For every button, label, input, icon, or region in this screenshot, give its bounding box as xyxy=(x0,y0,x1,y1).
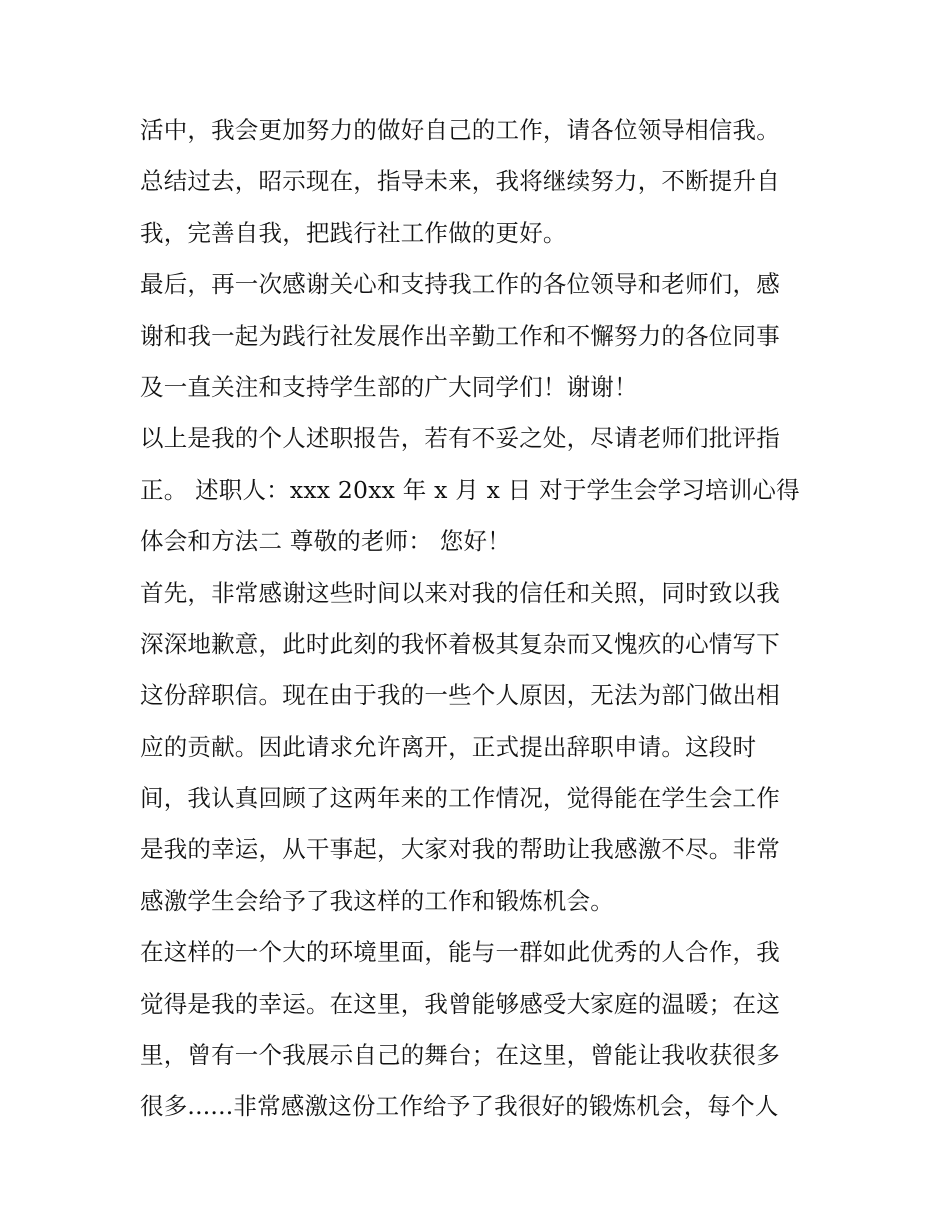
text-line: 活中，我会更加努力的做好自己的工作，请各位领导相信我。 xyxy=(140,116,780,144)
document-body xyxy=(140,105,820,1133)
text-line: 里，曾有一个我展示自己的舞台；在这里，曾能让我收获很多 xyxy=(140,1041,780,1070)
text-line: 深深地歉意，此时此刻的我怀着极其复杂而又愧疚的心情写下 xyxy=(140,629,780,658)
text-line: 间，我认真回顾了这两年来的工作情况，觉得能在学生会工作 xyxy=(140,784,780,813)
text-line: 感激学生会给予了我这样的工作和锻炼机会。 xyxy=(140,886,614,915)
text-line: 以上是我的个人述职报告，若有不妥之处，尽请老师们批评指 xyxy=(140,424,780,453)
text-line: 正。 述职人：xxx 20xx 年 x 月 x 日 对于学生会学习培训心得 xyxy=(140,475,800,504)
text-line: 这份辞职信。现在由于我的一些个人原因，无法为部门做出相 xyxy=(140,681,780,710)
text-line: 总结过去，昭示现在，指导未来，我将继续努力，不断提升自 xyxy=(140,167,780,196)
text-line: 首先，非常感谢这些时间以来对我的信任和关照，同时致以我 xyxy=(140,578,780,607)
text-line: 是我的幸运，从干事起，大家对我的帮助让我感激不尽。非常 xyxy=(140,835,780,864)
text-line: 及一直关注和支持学生部的广大同学们！谢谢！ xyxy=(140,372,638,401)
text-line: 应的贡献。因此请求允许离开，正式提出辞职申请。这段时 xyxy=(140,732,757,761)
text-line: 很多......非常感激这份工作给予了我很好的锻炼机会，每个人 xyxy=(140,1092,779,1121)
text-line: 觉得是我的幸运。在这里，我曾能够感受大家庭的温暖；在这 xyxy=(140,989,780,1018)
text-line: 最后，再一次感谢关心和支持我工作的各位领导和老师们，感 xyxy=(140,270,780,299)
text-line: 我，完善自我，把践行社工作做的更好。 xyxy=(140,218,567,247)
text-line: 谢和我一起为践行社发展作出辛勤工作和不懈努力的各位同事 xyxy=(140,321,780,350)
text-line: 体会和方法二 尊敬的老师： 您好！ xyxy=(140,527,511,556)
text-line: 在这样的一个大的环境里面，能与一群如此优秀的人合作，我 xyxy=(140,938,780,967)
